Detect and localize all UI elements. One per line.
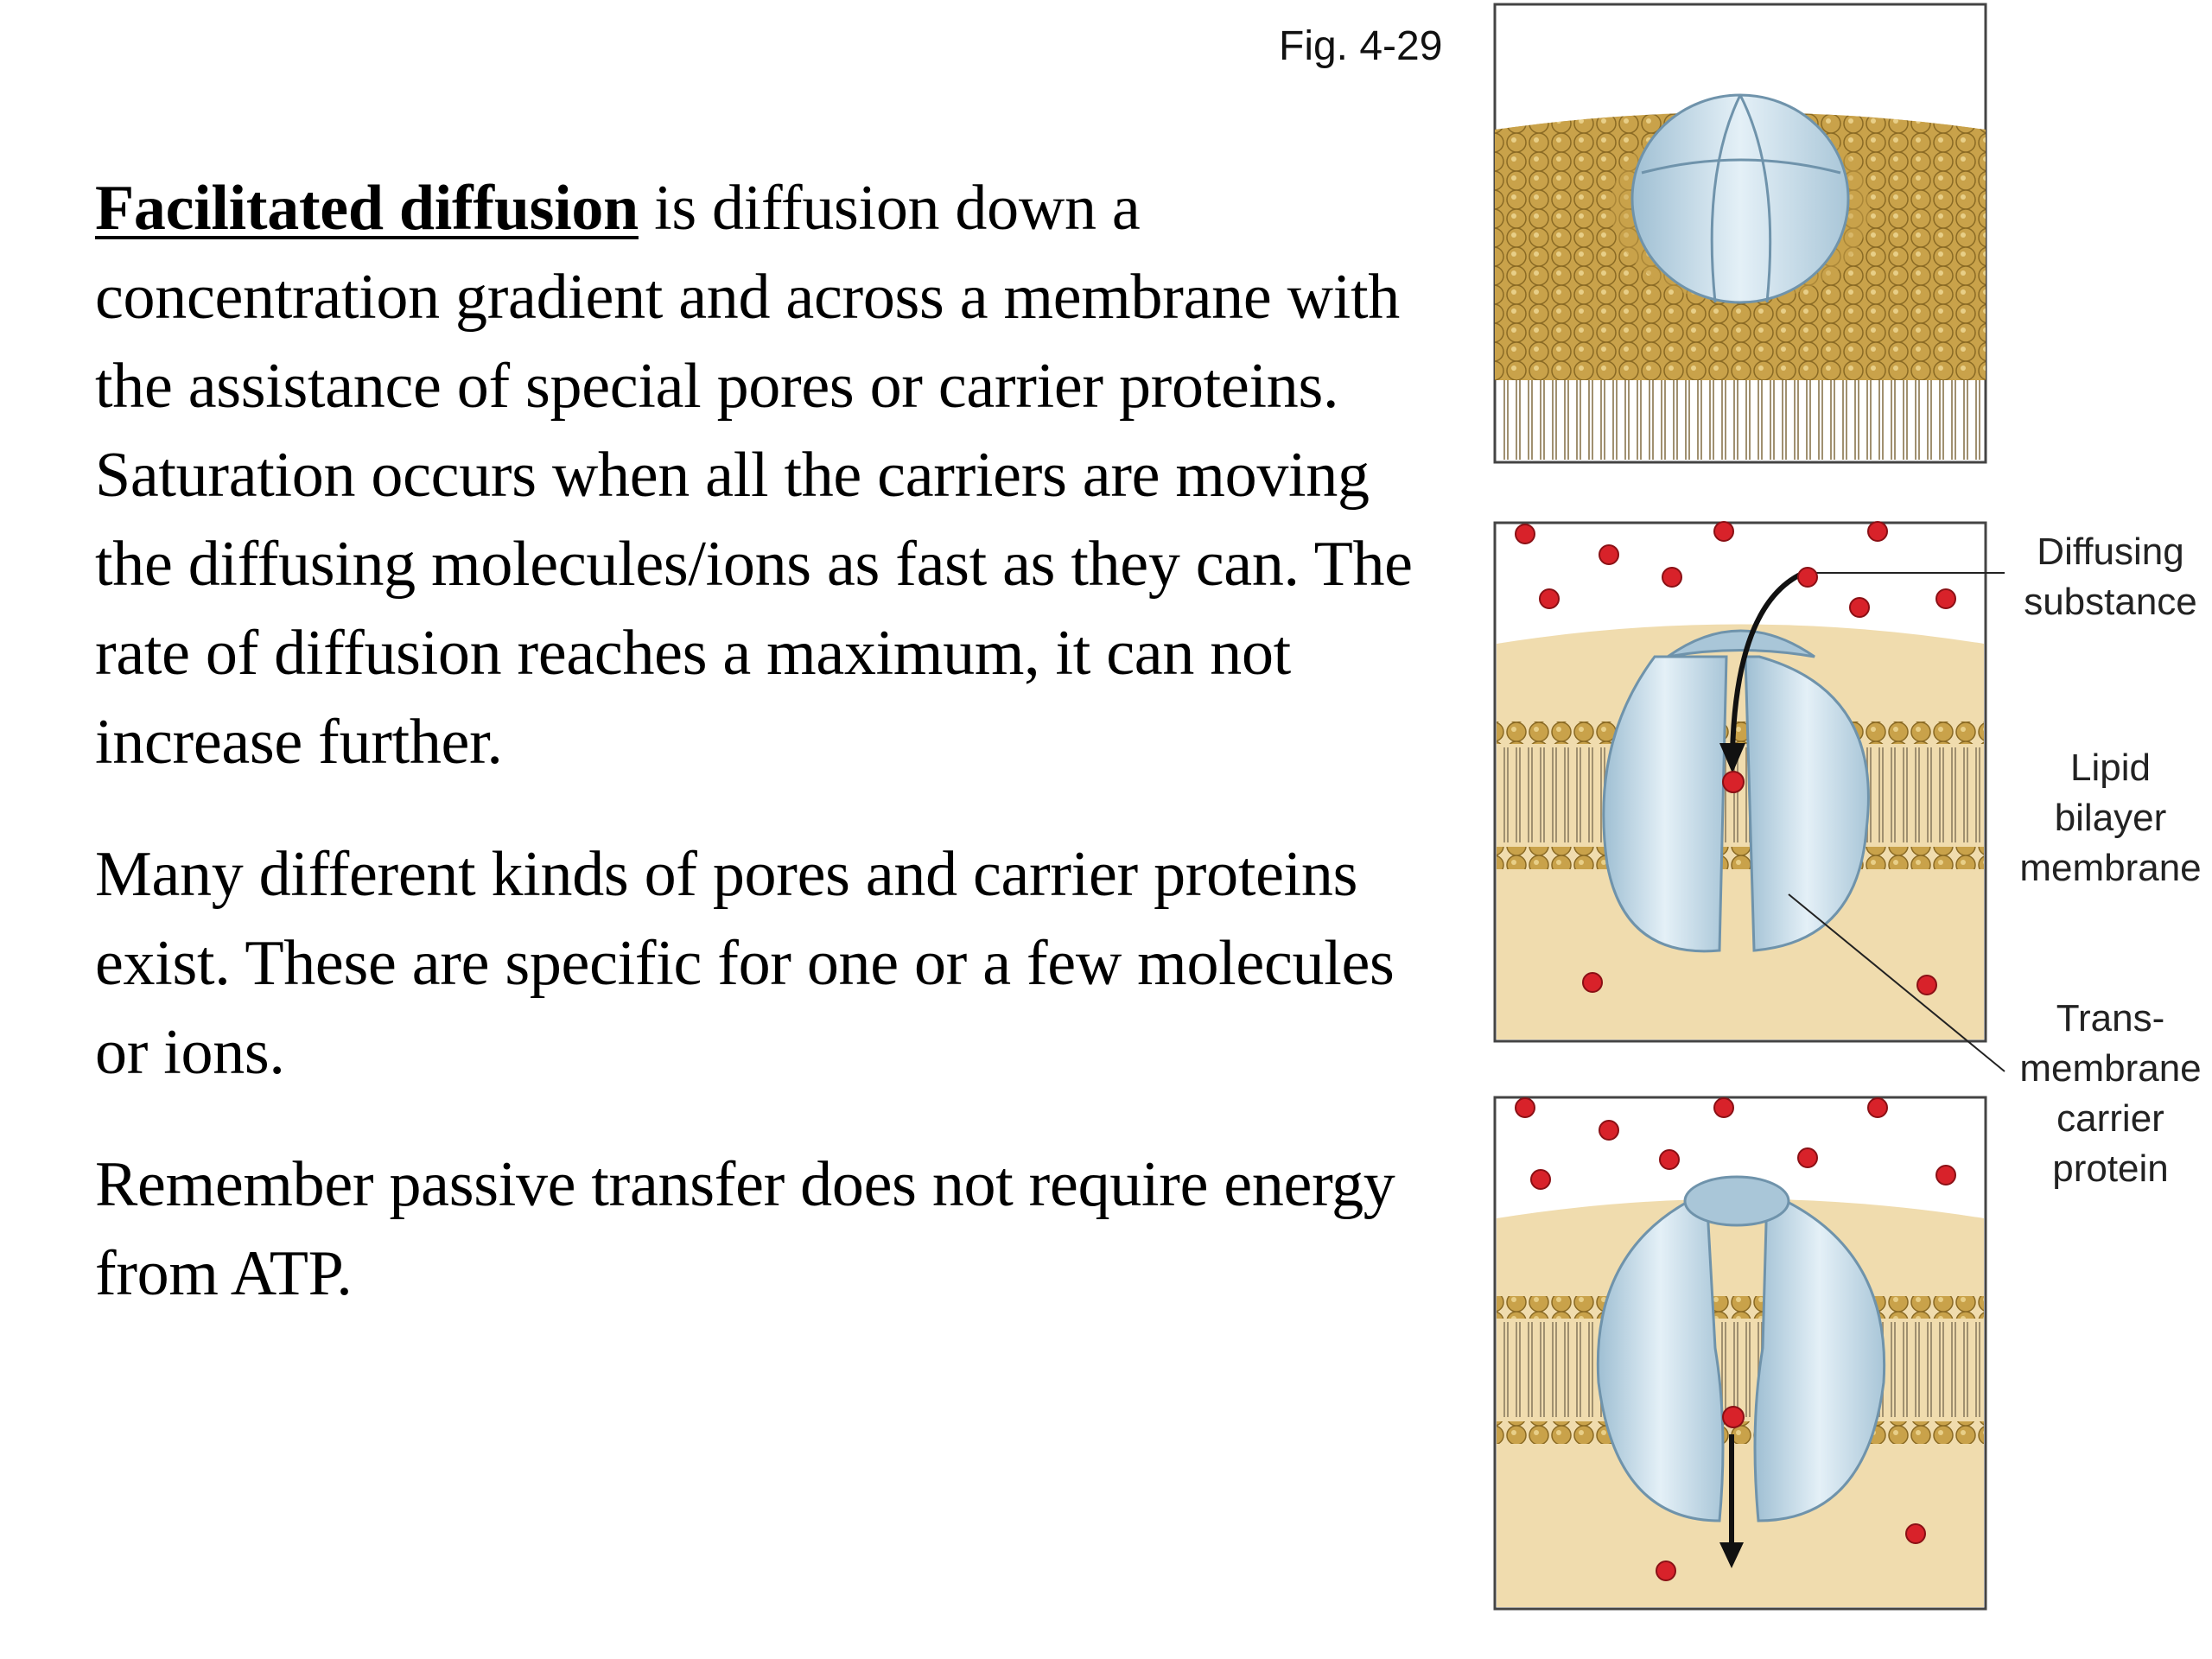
paragraph-passive-transfer: Remember passive transfer does not require energy from ATP. [95,1149,1395,1309]
molecule [1798,1148,1817,1167]
figure-number: Fig. 4-29 [1279,23,1443,69]
panel-top-view [1495,4,1986,462]
molecule [1660,1150,1679,1169]
molecule [1516,524,1535,543]
paragraph-pores-carriers: Many different kinds of pores and carrier proteins exist. These are specific for one or a few molecules or ions. [95,839,1395,1088]
molecule [1917,976,1936,995]
molecule [1936,589,1955,608]
molecule [1656,1561,1675,1580]
paragraph-1-text: is diffusion down a concentration gradient and across a membrane with the assistance of special pores or carrier proteins. Saturation occurs when all the carriers are moving the diffusing molecules/ions as fast as they can. The rate of diffusion reaches a maximum, it can not increase further. [95,173,1413,778]
molecule [1599,545,1618,564]
molecule [1516,1098,1535,1117]
molecule [1850,598,1869,617]
molecule [1662,568,1681,587]
molecule [1906,1524,1925,1543]
molecule [1714,522,1733,541]
molecule [1936,1166,1955,1185]
term-facilitated-diffusion: Facilitated diffusion [95,173,639,244]
molecule [1714,1098,1733,1117]
label-carrier-protein: Trans- membrane carrier protein [2019,997,2202,1190]
molecule [1540,589,1559,608]
molecule [1531,1170,1550,1189]
label-diffusing-substance: Diffusing substance [2024,531,2197,623]
molecule [1868,522,1887,541]
molecule [1599,1121,1618,1140]
molecule [1798,568,1817,587]
label-lipid-bilayer: Lipid bilayer membrane [2019,747,2202,889]
molecule [1868,1098,1887,1117]
molecule [1583,973,1602,992]
